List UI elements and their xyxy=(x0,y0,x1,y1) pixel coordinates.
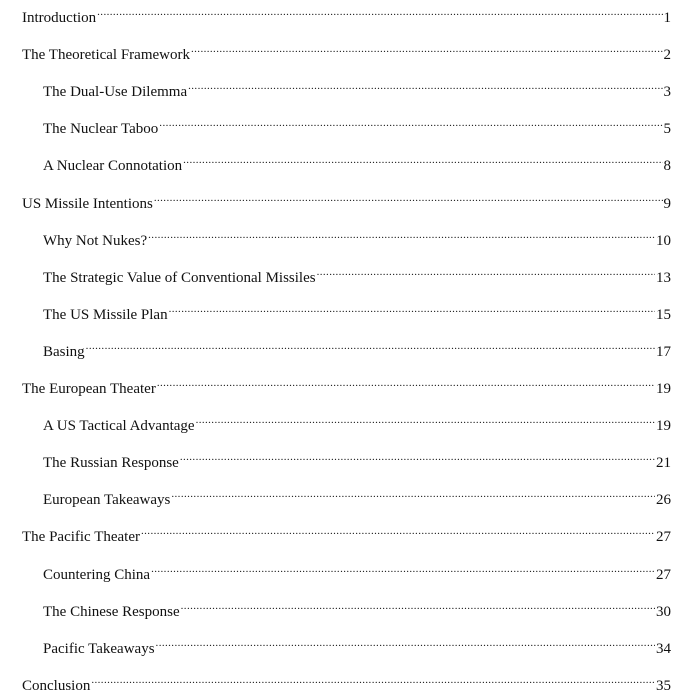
toc-entry[interactable] xyxy=(22,519,671,546)
toc-entry-title: The European Theater xyxy=(22,381,156,397)
toc-entry-page-number: 27 xyxy=(656,529,671,546)
dot-leader xyxy=(156,631,655,653)
toc-entry-title: Conclusion xyxy=(22,677,91,694)
toc-entry[interactable] xyxy=(43,74,671,101)
toc-entry[interactable] xyxy=(43,408,671,435)
toc-entry-title: The Dual-Use Dilemma xyxy=(43,84,188,101)
toc-entry-page-number: 8 xyxy=(663,158,671,175)
toc-entry-page-number: 3 xyxy=(663,84,671,101)
dot-leader xyxy=(157,371,655,393)
toc-entry-title: The Russian Response xyxy=(43,455,179,472)
toc-entry[interactable] xyxy=(22,37,671,64)
toc-entry-page-number: 26 xyxy=(656,492,671,509)
toc-entry[interactable] xyxy=(43,631,671,657)
dot-leader xyxy=(91,668,655,690)
toc-entry-title: The Pacific Theater xyxy=(22,529,140,546)
toc-entry-page-number: 10 xyxy=(656,232,671,249)
dot-leader xyxy=(183,148,662,170)
dot-leader xyxy=(86,334,655,356)
toc-entry-title: US Missile Intentions xyxy=(22,195,153,212)
toc-entry-page-number: 1 xyxy=(663,10,671,26)
dot-leader xyxy=(191,37,663,59)
toc-entry[interactable] xyxy=(43,260,671,286)
toc-entry-title: A Nuclear Connotation xyxy=(43,158,183,175)
toc-entry-page-number: 30 xyxy=(656,603,671,620)
toc-entry[interactable] xyxy=(22,186,671,212)
toc-entry-title: A US Tactical Advantage xyxy=(43,418,195,435)
dot-leader xyxy=(317,260,655,282)
toc-entry[interactable] xyxy=(22,371,671,397)
toc-entry-title: The Chinese Response xyxy=(43,603,180,620)
toc-entry-page-number: 13 xyxy=(656,269,671,286)
toc-entry-page-number: 5 xyxy=(663,121,671,138)
toc-entry-title: The Strategic Value of Conventional Missiles xyxy=(43,269,316,286)
dot-leader xyxy=(180,445,655,467)
toc-entry-title: The Theoretical Framework xyxy=(22,47,190,64)
toc-entry-title: The Nuclear Taboo xyxy=(43,121,159,138)
toc-entry-title: Pacific Takeaways xyxy=(43,640,155,657)
toc-entry-page-number: 19 xyxy=(656,381,671,397)
toc-entry[interactable] xyxy=(43,223,671,249)
toc-entry[interactable] xyxy=(43,148,671,175)
toc-entry-title: Introduction xyxy=(22,10,97,26)
toc-entry-page-number: 17 xyxy=(656,343,671,360)
dot-leader xyxy=(148,223,655,245)
toc-entry-title: Why Not Nukes? xyxy=(43,232,148,249)
dot-leader xyxy=(141,519,655,541)
toc-entry-page-number: 19 xyxy=(656,418,671,435)
toc-entry[interactable] xyxy=(22,668,671,694)
toc-entry[interactable] xyxy=(43,557,671,583)
toc-entry-page-number: 9 xyxy=(663,195,671,212)
dot-leader xyxy=(169,297,655,319)
toc-entry-title: Basing xyxy=(43,343,85,360)
toc-entry-page-number: 15 xyxy=(656,306,671,323)
toc-entry-page-number: 27 xyxy=(656,566,671,583)
toc-entry-title: Countering China xyxy=(43,566,151,583)
toc-entry[interactable] xyxy=(43,594,671,620)
toc-entry-page-number: 34 xyxy=(656,640,671,657)
toc-entry-page-number: 2 xyxy=(663,47,671,64)
toc-entry-page-number: 21 xyxy=(656,455,671,472)
dot-leader xyxy=(97,0,662,22)
dot-leader xyxy=(159,111,662,133)
dot-leader xyxy=(188,74,662,96)
dot-leader xyxy=(181,594,655,616)
toc-entry-title: European Takeaways xyxy=(43,492,171,509)
toc-entry-title: The US Missile Plan xyxy=(43,306,168,323)
dot-leader xyxy=(171,482,655,504)
toc-entry-page-number: 35 xyxy=(656,677,671,694)
toc-entry[interactable] xyxy=(43,297,671,323)
toc-entry[interactable] xyxy=(43,445,671,472)
toc-entry[interactable] xyxy=(43,482,671,509)
toc-entry[interactable] xyxy=(43,334,671,360)
dot-leader xyxy=(154,186,663,208)
toc-entry[interactable] xyxy=(22,0,671,26)
dot-leader xyxy=(196,408,655,430)
dot-leader xyxy=(151,557,655,579)
toc-entry[interactable] xyxy=(43,111,671,138)
